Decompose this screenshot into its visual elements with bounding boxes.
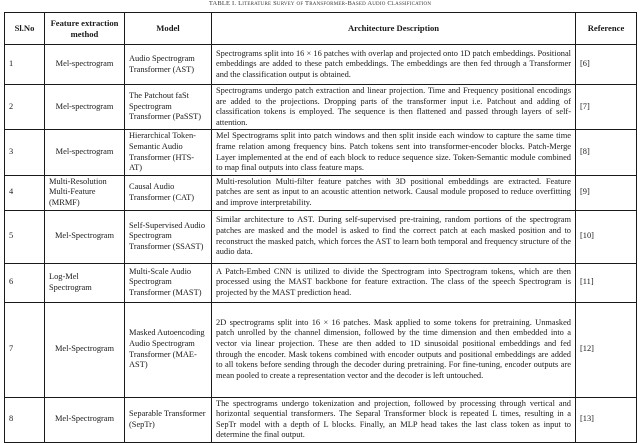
cell-reference: [9] [576,175,637,210]
header-reference: Reference [576,13,637,45]
cell-reference: [6] [576,45,637,85]
cell-description: Similar architecture to AST. During self-supervised pre-training, random portions of the spectrogram patches are masked and the model is asked to find the correct patch at each masked position and to reconstruct the masked patch, which forces the AST to learn both temporal and frequency structure of the audio data. [212,210,576,263]
cell-feature: Mel-spectrogram [45,130,125,175]
cell-feature: Log-Mel Spectrogram [45,263,125,302]
table-row [5,302,637,397]
cell-description: Spectrograms undergo patch extraction and linear projection. Time and Frequency positional encodings are added to the projections. Dropping parts of the transformer input i.e. Patchout and adding of classification tokens is employed. The sequence is then flattened and passed through layers of self-attention. [212,85,576,130]
table-caption [0,0,640,8]
table-row [5,85,637,130]
cell-feature: Mel-Spectrogram [45,210,125,263]
cell-slno: 1 [5,45,45,85]
caption-label: TABLE I. [208,0,237,7]
cell-reference: [10] [576,210,637,263]
header-description: Architecture Description [212,13,576,45]
cell-reference: [8] [576,130,637,175]
cell-slno: 3 [5,130,45,175]
header-row [5,13,637,45]
header-slno: Sl.No [5,13,45,45]
cell-feature: Mel-spectrogram [45,85,125,130]
header-feature: Feature extraction method [45,13,125,45]
cell-feature: Multi-Resolution Multi-Feature (MRMF) [45,175,125,210]
cell-slno: 4 [5,175,45,210]
cell-reference: [13] [576,397,637,442]
cell-feature: Mel-Spectrogram [45,397,125,442]
cell-reference: [12] [576,302,637,397]
cell-model: Masked Autoencoding Audio Spectrogram Transformer (MAE-AST) [125,302,212,397]
cell-model: Self-Supervised Audio Spectrogram Transformer (SSAST) [125,210,212,263]
cell-description: The spectrograms undergo tokenization and projection, followed by processing through vertical and horizontal sequential transformers. The Separal Transformer block is repeated L times, resulting in a SepTr model with a depth of L blocks. Finally, an MLP head takes the last class token as input to determine the final output. [212,397,576,442]
cell-description: Spectrograms split into 16 × 16 patches with overlap and projected onto 1D patch embeddings. Positional embeddings are added to these patch embeddings. The embeddings are then fed through a Transformer and the classification output is obtained. [212,45,576,85]
cell-slno: 6 [5,263,45,302]
cell-model: Causal Audio Transformer (CAT) [125,175,212,210]
cell-description: 2D spectrograms split into 16 × 16 patches. Mask applied to some tokens for pretraining. Unmasked patch unrolled by the channel dimension, followed by the time dimension and then embedded into a vector via linear projection. These are then added to 1D sinusoidal positional embeddings and fed through the encoder. Mask tokens combined with encoder outputs and positional embeddings are added to all tokens before sending through the decoder during pretraining. For fine-tuning, encoder outputs are mean pooled to create a representation vector and the decoder is left untouched. [212,302,576,397]
table-row [5,175,637,210]
caption-title: Literature Survey of Transformer-Based Audio Classification [238,0,432,7]
cell-model: Hierarchical Token-Semantic Audio Transformer (HTS-AT) [125,130,212,175]
cell-slno: 5 [5,210,45,263]
cell-slno: 7 [5,302,45,397]
cell-model: Separable Transformer (SepTr) [125,397,212,442]
table-row [5,210,637,263]
cell-model: The Patchout faSt Spectrogram Transformer (PaSST) [125,85,212,130]
cell-feature: Mel-spectrogram [45,45,125,85]
cell-model: Multi-Scale Audio Spectrogram Transformer (MAST) [125,263,212,302]
table-row [5,130,637,175]
table-row [5,397,637,442]
cell-description: Multi-resolution Multi-filter feature patches with 3D positional embeddings are extracted. Feature patches are sent as input to an acoustic attention network. Causal module proposed to reduce overfitting and improve interpretability. [212,175,576,210]
literature-survey-table [4,12,637,443]
cell-slno: 2 [5,85,45,130]
cell-reference: [11] [576,263,637,302]
table-row [5,45,637,85]
cell-feature: Mel-Spectrogram [45,302,125,397]
header-model: Model [125,13,212,45]
table-row [5,263,637,302]
cell-description: Mel Spectrograms split into patch windows and then split inside each window to capture the same time frame relation among frequency bins. Patch tokens sent into transformer-encoder blocks. Patch-Merge Layer implemented at the end of each block to reduce sequence size. Token-Semantic module combined to map final outputs into class feature maps. [212,130,576,175]
cell-reference: [7] [576,85,637,130]
cell-slno: 8 [5,397,45,442]
cell-model: Audio Spectrogram Transformer (AST) [125,45,212,85]
cell-description: A Patch-Embed CNN is utilized to divide the Spectrogram into Spectrogram tokens, which are then processed using the MAST backbone for feature extraction. The class of the speech Spectrogram is projected by the MAST prediction head. [212,263,576,302]
